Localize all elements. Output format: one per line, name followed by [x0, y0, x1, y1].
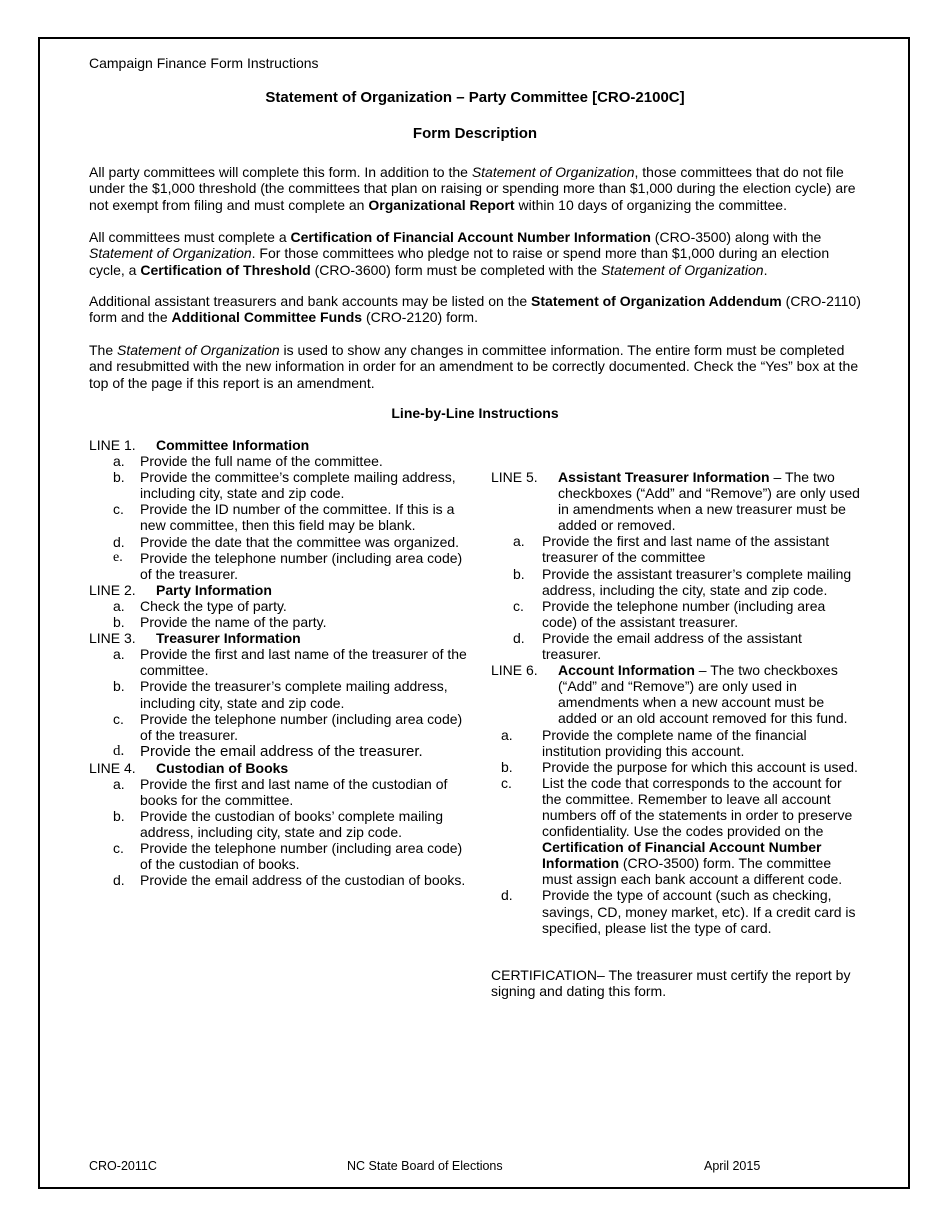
intro-paragraph-4: The Statement of Organization is used to show any changes in committee information. The entire form must be completed and resubmitted with the new information in order for an amendment to be correctly documented. Check the “Yes” box at the top of the page if this report is an amendment. [89, 342, 859, 391]
section-title: Form Description [412, 125, 538, 142]
list-item: b. Provide the name of the party. [113, 614, 327, 631]
list-item: c. Provide the ID number of the committee. If this is a new committee, then this field may be blank. [113, 501, 455, 534]
list-item: e. Provide the telephone number (including area code) of the treasurer. [113, 549, 463, 582]
running-header: Campaign Finance Form Instructions [89, 55, 319, 71]
line-3-heading: LINE 3. Treasurer Information [89, 630, 301, 647]
line-5-heading: LINE 5. Assistant Treasurer Information – The two checkboxes (“Add” and “Remove”) are only used in amendments when a new treasurer must be added or removed. [491, 469, 860, 534]
list-item: b. Provide the committee’s complete mailing address, including city, state and zip code. [113, 469, 456, 502]
list-item: b. Provide the purpose for which this account is used. [501, 758, 858, 775]
list-item: b. Provide the assistant treasurer’s complete mailing address, including the city, state and zip code. [513, 565, 852, 598]
certification-note: CERTIFICATION– The treasurer must certify the report by signing and dating this form. [491, 967, 851, 1000]
list-item: d. Provide the email address of the assistant treasurer. [513, 629, 802, 663]
list-item: b. Provide the custodian of books’ complete mailing address, including city, state and zip code. [113, 808, 443, 841]
intro-paragraph-3: Additional assistant treasurers and bank accounts may be listed on the Statement of Organization Addendum (CRO-2110) form and the Additional Committee Funds (CRO-2120) form. [89, 293, 861, 326]
line-6-heading: LINE 6. Account Information – The two checkboxes (“Add” and “Remove”) are only used in amendments when a new account must be added or an old account removed for this fund. [491, 662, 848, 727]
list-item: a. Provide the complete name of the financial institution providing this account. [501, 726, 807, 759]
list-item: b. Provide the treasurer’s complete mailing address, including city, state and zip code. [113, 678, 448, 711]
list-item: d. Provide the date that the committee was organized. [113, 533, 460, 550]
list-item: a. Provide the full name of the committee. [113, 453, 383, 470]
list-item: c. Provide the telephone number (including area code) of the treasurer. [113, 710, 463, 743]
intro-paragraph-2: All committees must complete a Certification of Financial Account Number Information (CRO-3500) along with the Statement of Organization. For those committees who pledge not to raise or spend more than $1,000 during an election cycle, a Certification of Threshold (CRO-3600) form must be completed with the Statement of Organization. [89, 229, 830, 278]
list-item: a. Provide the first and last name of the assistant treasurer of the committee [513, 533, 830, 566]
form-title: Statement of Organization – Party Committee [CRO-2100C] [265, 89, 685, 106]
list-item: a. Provide the first and last name of the treasurer of the committee. [113, 646, 467, 679]
list-item: a. Check the type of party. [113, 597, 287, 614]
instructions-title: Line-by-Line Instructions [391, 405, 559, 421]
list-item: d. Provide the type of account (such as checking, savings, CD, money market, etc). If a credit card is specified, please list the type of card. [501, 887, 856, 936]
list-item: c. Provide the telephone number (including area code) of the assistant treasurer. [513, 597, 826, 630]
intro-paragraph-1: All party committees will complete this form. In addition to the Statement of Organization, those committees that do not file under the $1,000 threshold (the committees that plan on raising or spending more than $1,000 during the election cycle) are not exempt from filing and must complete an Organizational Report within 10 days of organizing the committee. [89, 164, 856, 213]
list-item: c. List the code that corresponds to the account for the committee. Remember to leave all account numbers off of the statements in order to preserve confidentiality. Use the codes provided on the Certification of Financial Account Number Information (CRO-3500) form. The committee must assign each bank account a different code. [501, 774, 853, 888]
list-item: a. Provide the first and last name of the custodian of books for the committee. [113, 775, 448, 808]
line-1-heading: LINE 1. Committee Information [89, 437, 310, 453]
footer-date: April 2015 [704, 1159, 761, 1173]
footer-agency: NC State Board of Elections [347, 1159, 503, 1173]
line-2-heading: LINE 2. Party Information [89, 581, 272, 598]
right-column [491, 469, 863, 936]
list-item: d. Provide the email address of the custodian of books. [113, 872, 466, 889]
footer-form-code: CRO-2011C [89, 1159, 157, 1173]
list-item: c. Provide the telephone number (including area code) of the custodian of books. [113, 840, 463, 873]
line-4-heading: LINE 4. Custodian of Books [89, 759, 289, 776]
left-column [89, 437, 469, 889]
list-item: d. Provide the email address of the treasurer. [113, 742, 423, 760]
